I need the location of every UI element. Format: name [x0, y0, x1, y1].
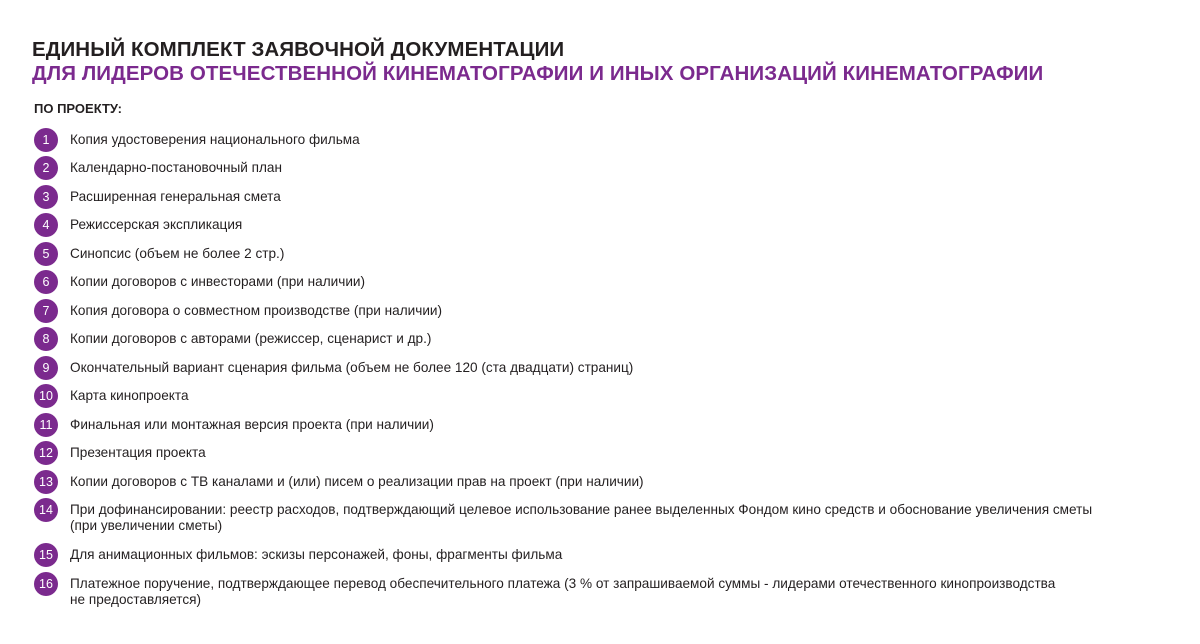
list-item-text: Копия удостоверения национального фильма: [70, 132, 360, 147]
list-item: [34, 185, 1184, 209]
number-badge: 6: [34, 270, 58, 294]
list-item: [34, 470, 1184, 494]
list-item-text: Окончательный вариант сценария фильма (объем не более 120 (ста двадцати) страниц): [70, 360, 634, 375]
number-badge: 13: [34, 470, 58, 494]
list-item-text: Режиссерская экспликация: [70, 217, 243, 232]
list-item-text: Синопсис (объем не более 2 стр.): [70, 246, 285, 261]
list-item-text-continued: не предоставляется): [70, 592, 202, 607]
list-item: [34, 156, 1184, 180]
list-item-text: Копии договоров с инвесторами (при наличии): [70, 274, 366, 289]
number-badge: 4: [34, 213, 58, 237]
number-badge: 16: [34, 572, 58, 596]
number-badge: 1: [34, 128, 58, 152]
page-title-line-1: ЕДИНЫЙ КОМПЛЕКТ ЗАЯВОЧНОЙ ДОКУМЕНТАЦИИ: [32, 38, 565, 61]
list-item-text: Карта кинопроекта: [70, 388, 189, 403]
list-item: [34, 543, 1184, 567]
page-title-line-2: ДЛЯ ЛИДЕРОВ ОТЕЧЕСТВЕННОЙ КИНЕМАТОГРАФИИ И ИНЫХ ОРГАНИЗАЦИЙ КИНЕМАТОГРАФИИ: [32, 62, 1044, 85]
number-badge: 5: [34, 242, 58, 266]
number-badge: 14: [34, 498, 58, 522]
list-item-text: Календарно-постановочный план: [70, 160, 282, 175]
list-item: [34, 299, 1184, 323]
list-item-text: При дофинансировании: реестр расходов, подтверждающий целевое использование ранее выделенных Фондом кино средств и обоснование увеличения сметы: [70, 502, 1093, 517]
list-item-text: Для анимационных фильмов: эскизы персонажей, фоны, фрагменты фильма: [70, 547, 563, 562]
list-item: [34, 356, 1184, 380]
number-badge: 8: [34, 327, 58, 351]
list-item: [34, 128, 1184, 152]
list-item-text: Финальная или монтажная версия проекта (при наличии): [70, 417, 434, 432]
list-item: [34, 213, 1184, 237]
list-item: [34, 413, 1184, 437]
list-item-text: Презентация проекта: [70, 445, 206, 460]
list-item-text-continued: (при увеличении сметы): [70, 518, 223, 533]
section-label: ПО ПРОЕКТУ:: [34, 101, 122, 116]
number-badge: 12: [34, 441, 58, 465]
list-item: [34, 498, 1184, 533]
list-item-text: Копии договоров с авторами (режиссер, сценарист и др.): [70, 331, 432, 346]
list-item: [34, 270, 1184, 294]
list-item-text: Расширенная генеральная смета: [70, 189, 281, 204]
list-item: [34, 242, 1184, 266]
number-badge: 11: [34, 413, 58, 437]
list-item-text: Платежное поручение, подтверждающее перевод обеспечительного платежа (3 % от запрашиваемой суммы - лидерами отечественного кинопроизводства: [70, 576, 1056, 591]
number-badge: 9: [34, 356, 58, 380]
list-item-text: Копия договора о совместном производстве (при наличии): [70, 303, 443, 318]
number-badge: 10: [34, 384, 58, 408]
list-item: [34, 441, 1184, 465]
list-item: [34, 572, 1184, 607]
number-badge: 7: [34, 299, 58, 323]
number-badge: 15: [34, 543, 58, 567]
number-badge: 3: [34, 185, 58, 209]
number-badge: 2: [34, 156, 58, 180]
list-item-text: Копии договоров с ТВ каналами и (или) писем о реализации прав на проект (при наличии): [70, 474, 644, 489]
list-item: [34, 384, 1184, 408]
list-item: [34, 327, 1184, 351]
